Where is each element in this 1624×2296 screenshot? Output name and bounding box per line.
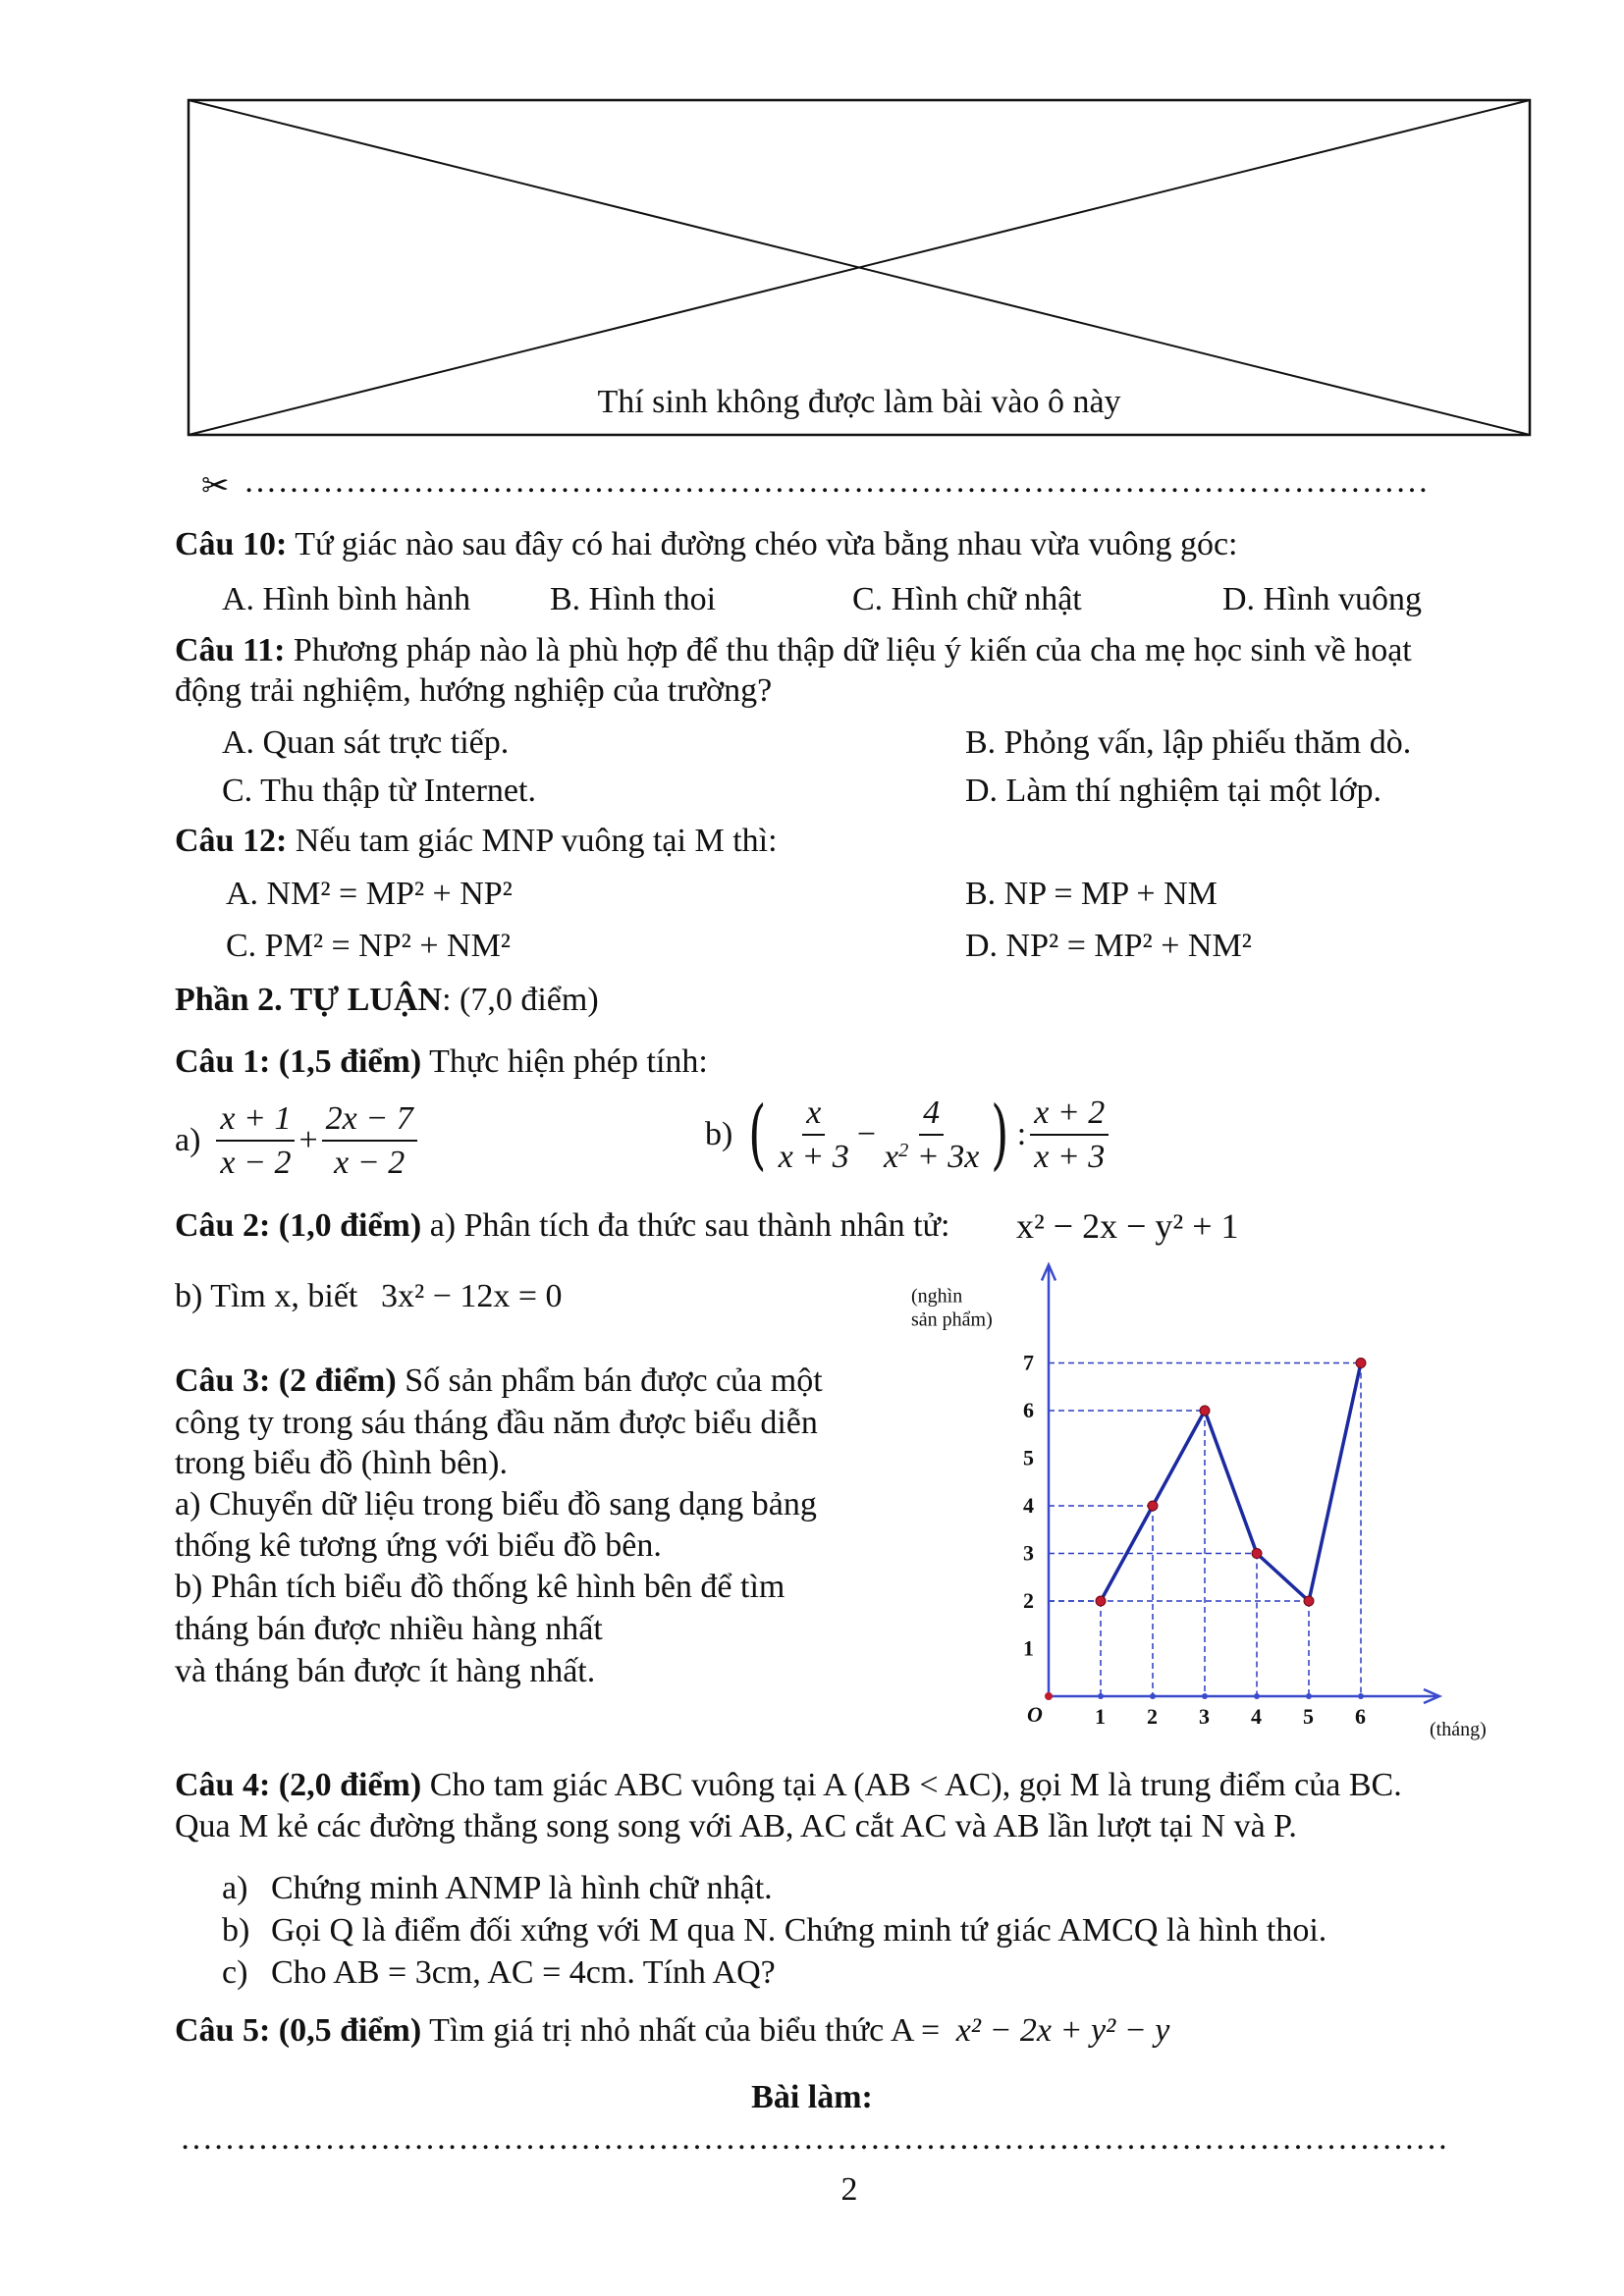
q10-text: Tứ giác nào sau đây có hai đường chéo vừa bằng nhau vừa vuông góc: [295, 526, 1238, 562]
y-tick-label-4: 4 [1023, 1493, 1034, 1518]
c4-label: Câu 4: (2,0 điểm) [175, 1767, 422, 1803]
c4-item-c [222, 1954, 776, 1992]
origin-point [1045, 1692, 1053, 1700]
c3-text-line3: trong biểu đồ (hình bên). [175, 1445, 508, 1481]
y-tick-label-7: 7 [1023, 1350, 1034, 1375]
q11-option-c: C. Thu thập từ Internet. [222, 773, 536, 809]
q11-option-a: A. Quan sát trực tiếp. [222, 724, 510, 761]
sales-line-chart [884, 1247, 1512, 1757]
q10-label: Câu 10: [175, 526, 288, 562]
x-tick-mark-2 [1150, 1693, 1156, 1699]
c3-line-1 [175, 1362, 823, 1400]
c3-text-line1: Số sản phẩm bán được của một [396, 1362, 823, 1399]
notice-box-text: Thí sinh không được làm bài vào ô này [597, 384, 1121, 420]
x-tick-mark-1 [1098, 1693, 1104, 1699]
c4-item-a-text: Chứng minh ANMP là hình chữ nhật. [271, 1870, 773, 1906]
x-tick-label-5: 5 [1303, 1704, 1314, 1729]
c4-question [175, 1767, 1402, 1804]
cut-line-dots: …………………………………………………………………………………………… [244, 463, 1430, 500]
c3-label: Câu 3: (2 điểm) [175, 1362, 397, 1399]
c2-expression-a: x² − 2x − y² + 1 [1016, 1206, 1239, 1246]
page-number: 2 [840, 2171, 858, 2208]
c2-label: Câu 2: (1,0 điểm) [175, 1207, 422, 1244]
data-point-month-3 [1200, 1406, 1210, 1415]
y-tick-label-1: 1 [1023, 1635, 1034, 1661]
c5-question [175, 2012, 1169, 2050]
c4-item-b-text: Gọi Q là điểm đối xứng với M qua N. Chứng minh tứ giác AMCQ là hình thoi. [271, 1912, 1327, 1949]
x-tick-mark-6 [1358, 1693, 1364, 1699]
c4-item-a-label: a) [222, 1870, 248, 1906]
q10-question [175, 526, 1238, 563]
x-tick-mark-3 [1202, 1693, 1208, 1699]
q11-option-b: B. Phỏng vấn, lập phiếu thăm dò. [965, 724, 1412, 761]
c4-text-line2: Qua M kẻ các đường thẳng song song với AB, AC cắt AC và AB lần lượt tại N và P. [175, 1808, 1297, 1844]
answer-dots: …………………………………………………………………………………………………… [180, 2120, 1448, 2157]
q12-text: Nếu tam giác MNP vuông tại M thì: [295, 823, 778, 859]
data-point-month-5 [1304, 1596, 1314, 1606]
x-tick-label-1: 1 [1095, 1704, 1106, 1729]
c3-text-line8: và tháng bán được ít hàng nhất. [175, 1653, 596, 1689]
q11-question [175, 632, 1412, 669]
q10-option-d: D. Hình vuông [1222, 581, 1423, 617]
data-point-month-1 [1096, 1596, 1106, 1606]
c1-a-expression: $\frac{x + 1}{x - 2}$ + $\frac{2x - 7}{x - 2}$ [214, 1099, 418, 1182]
x-tick-label-2: 2 [1147, 1704, 1158, 1729]
c3-text-line2: công ty trong sáu tháng đầu năm được biểu diễn [175, 1405, 818, 1441]
y-tick-label-6: 6 [1023, 1398, 1034, 1422]
c2-expression-b: 3x² − 12x = 0 [381, 1278, 563, 1314]
c1-b-expression: ( $\frac{x}{x + 3}$ − $\frac{4}{x^2 + 3x}$ ) : $\frac{x + 2}{x + 3}$ [742, 1094, 1110, 1176]
part2-heading [175, 982, 599, 1019]
data-point-month-4 [1252, 1549, 1262, 1559]
c1-part-b [705, 1091, 1110, 1180]
q12-option-b: B. NP = MP + NM [965, 876, 1218, 912]
c4-text-line1: Cho tam giác ABC vuông tại A (AB < AC), gọi M là trung điểm của BC. [421, 1767, 1402, 1803]
y-tick-label-3: 3 [1023, 1540, 1034, 1566]
c2-question [175, 1207, 949, 1245]
part2-points: : (7,0 điểm) [442, 982, 599, 1018]
q10-option-a: A. Hình bình hành [222, 581, 471, 617]
q11-text-line1: Phương pháp nào là phù hợp để thu thập dữ liệu ý kiến của cha mẹ học sinh về hoạt [293, 632, 1412, 668]
q10-option-b: B. Hình thoi [550, 581, 717, 617]
x-tick-label-4: 4 [1251, 1704, 1262, 1729]
y-tick-label-5: 5 [1023, 1445, 1034, 1470]
c3-text-line6: b) Phân tích biểu đồ thống kê hình bên để tìm [175, 1569, 785, 1605]
c1-part-a [175, 1099, 419, 1182]
y-axis-label-line2: sản phẩm) [911, 1308, 993, 1331]
q12-label: Câu 12: [175, 823, 288, 859]
scissors-icon: ✂ [201, 466, 230, 506]
x-tick-label-6: 6 [1355, 1704, 1366, 1729]
part2-label: Phần 2. TỰ LUẬN [175, 982, 443, 1018]
c5-text: Tìm giá trị nhỏ nhất của biểu thức A = [421, 2012, 941, 2049]
c4-item-b [222, 1912, 1326, 1949]
q11-option-d: D. Làm thí nghiệm tại một lớp. [965, 773, 1382, 809]
origin-label: O [1027, 1702, 1043, 1727]
c4-item-c-text: Cho AB = 3cm, AC = 4cm. Tính AQ? [271, 1954, 776, 1991]
data-point-month-2 [1148, 1501, 1158, 1511]
answer-title: Bài làm: [751, 2079, 873, 2115]
c3-text-line5: thống kê tương ứng với biểu đồ bên. [175, 1527, 662, 1564]
q12-option-a: A. NM² = MP² + NP² [226, 876, 513, 912]
q11-label: Câu 11: [175, 632, 286, 668]
c4-item-b-label: b) [222, 1912, 250, 1949]
c2-text-b: b) Tìm x, biết [175, 1278, 358, 1314]
c2-text-a: a) Phân tích đa thức sau thành nhân tử: [421, 1207, 950, 1244]
c4-item-a [222, 1870, 773, 1907]
q11-text-line2: động trải nghiệm, hướng nghiệp của trường? [175, 672, 773, 709]
c3-text-line7: tháng bán được nhiều hàng nhất [175, 1611, 603, 1647]
x-tick-label-3: 3 [1199, 1704, 1210, 1729]
data-point-month-6 [1356, 1359, 1366, 1368]
x-axis-label: (tháng) [1430, 1719, 1487, 1740]
c5-expression: x² − 2x + y² − y [955, 2012, 1170, 2049]
y-axis-label-line1: (nghìn [911, 1285, 963, 1308]
c1-b-label: b) [705, 1116, 733, 1153]
q12-option-d: D. NP² = MP² + NM² [965, 928, 1252, 964]
c1-a-label: a) [175, 1122, 201, 1159]
c4-item-c-label: c) [222, 1954, 248, 1991]
x-tick-mark-4 [1254, 1693, 1260, 1699]
c1-text: Thực hiện phép tính: [421, 1043, 708, 1080]
x-tick-mark-5 [1306, 1693, 1312, 1699]
q12-option-c: C. PM² = NP² + NM² [226, 928, 511, 964]
c5-label: Câu 5: (0,5 điểm) [175, 2012, 422, 2049]
c3-text-line4: a) Chuyển dữ liệu trong biểu đồ sang dạng bảng [175, 1486, 817, 1522]
series-line [1101, 1363, 1361, 1602]
q10-option-c: C. Hình chữ nhật [852, 581, 1082, 617]
c1-question [175, 1043, 708, 1081]
c1-label: Câu 1: (1,5 điểm) [175, 1043, 422, 1080]
q12-question [175, 823, 778, 860]
y-tick-label-2: 2 [1023, 1588, 1034, 1613]
